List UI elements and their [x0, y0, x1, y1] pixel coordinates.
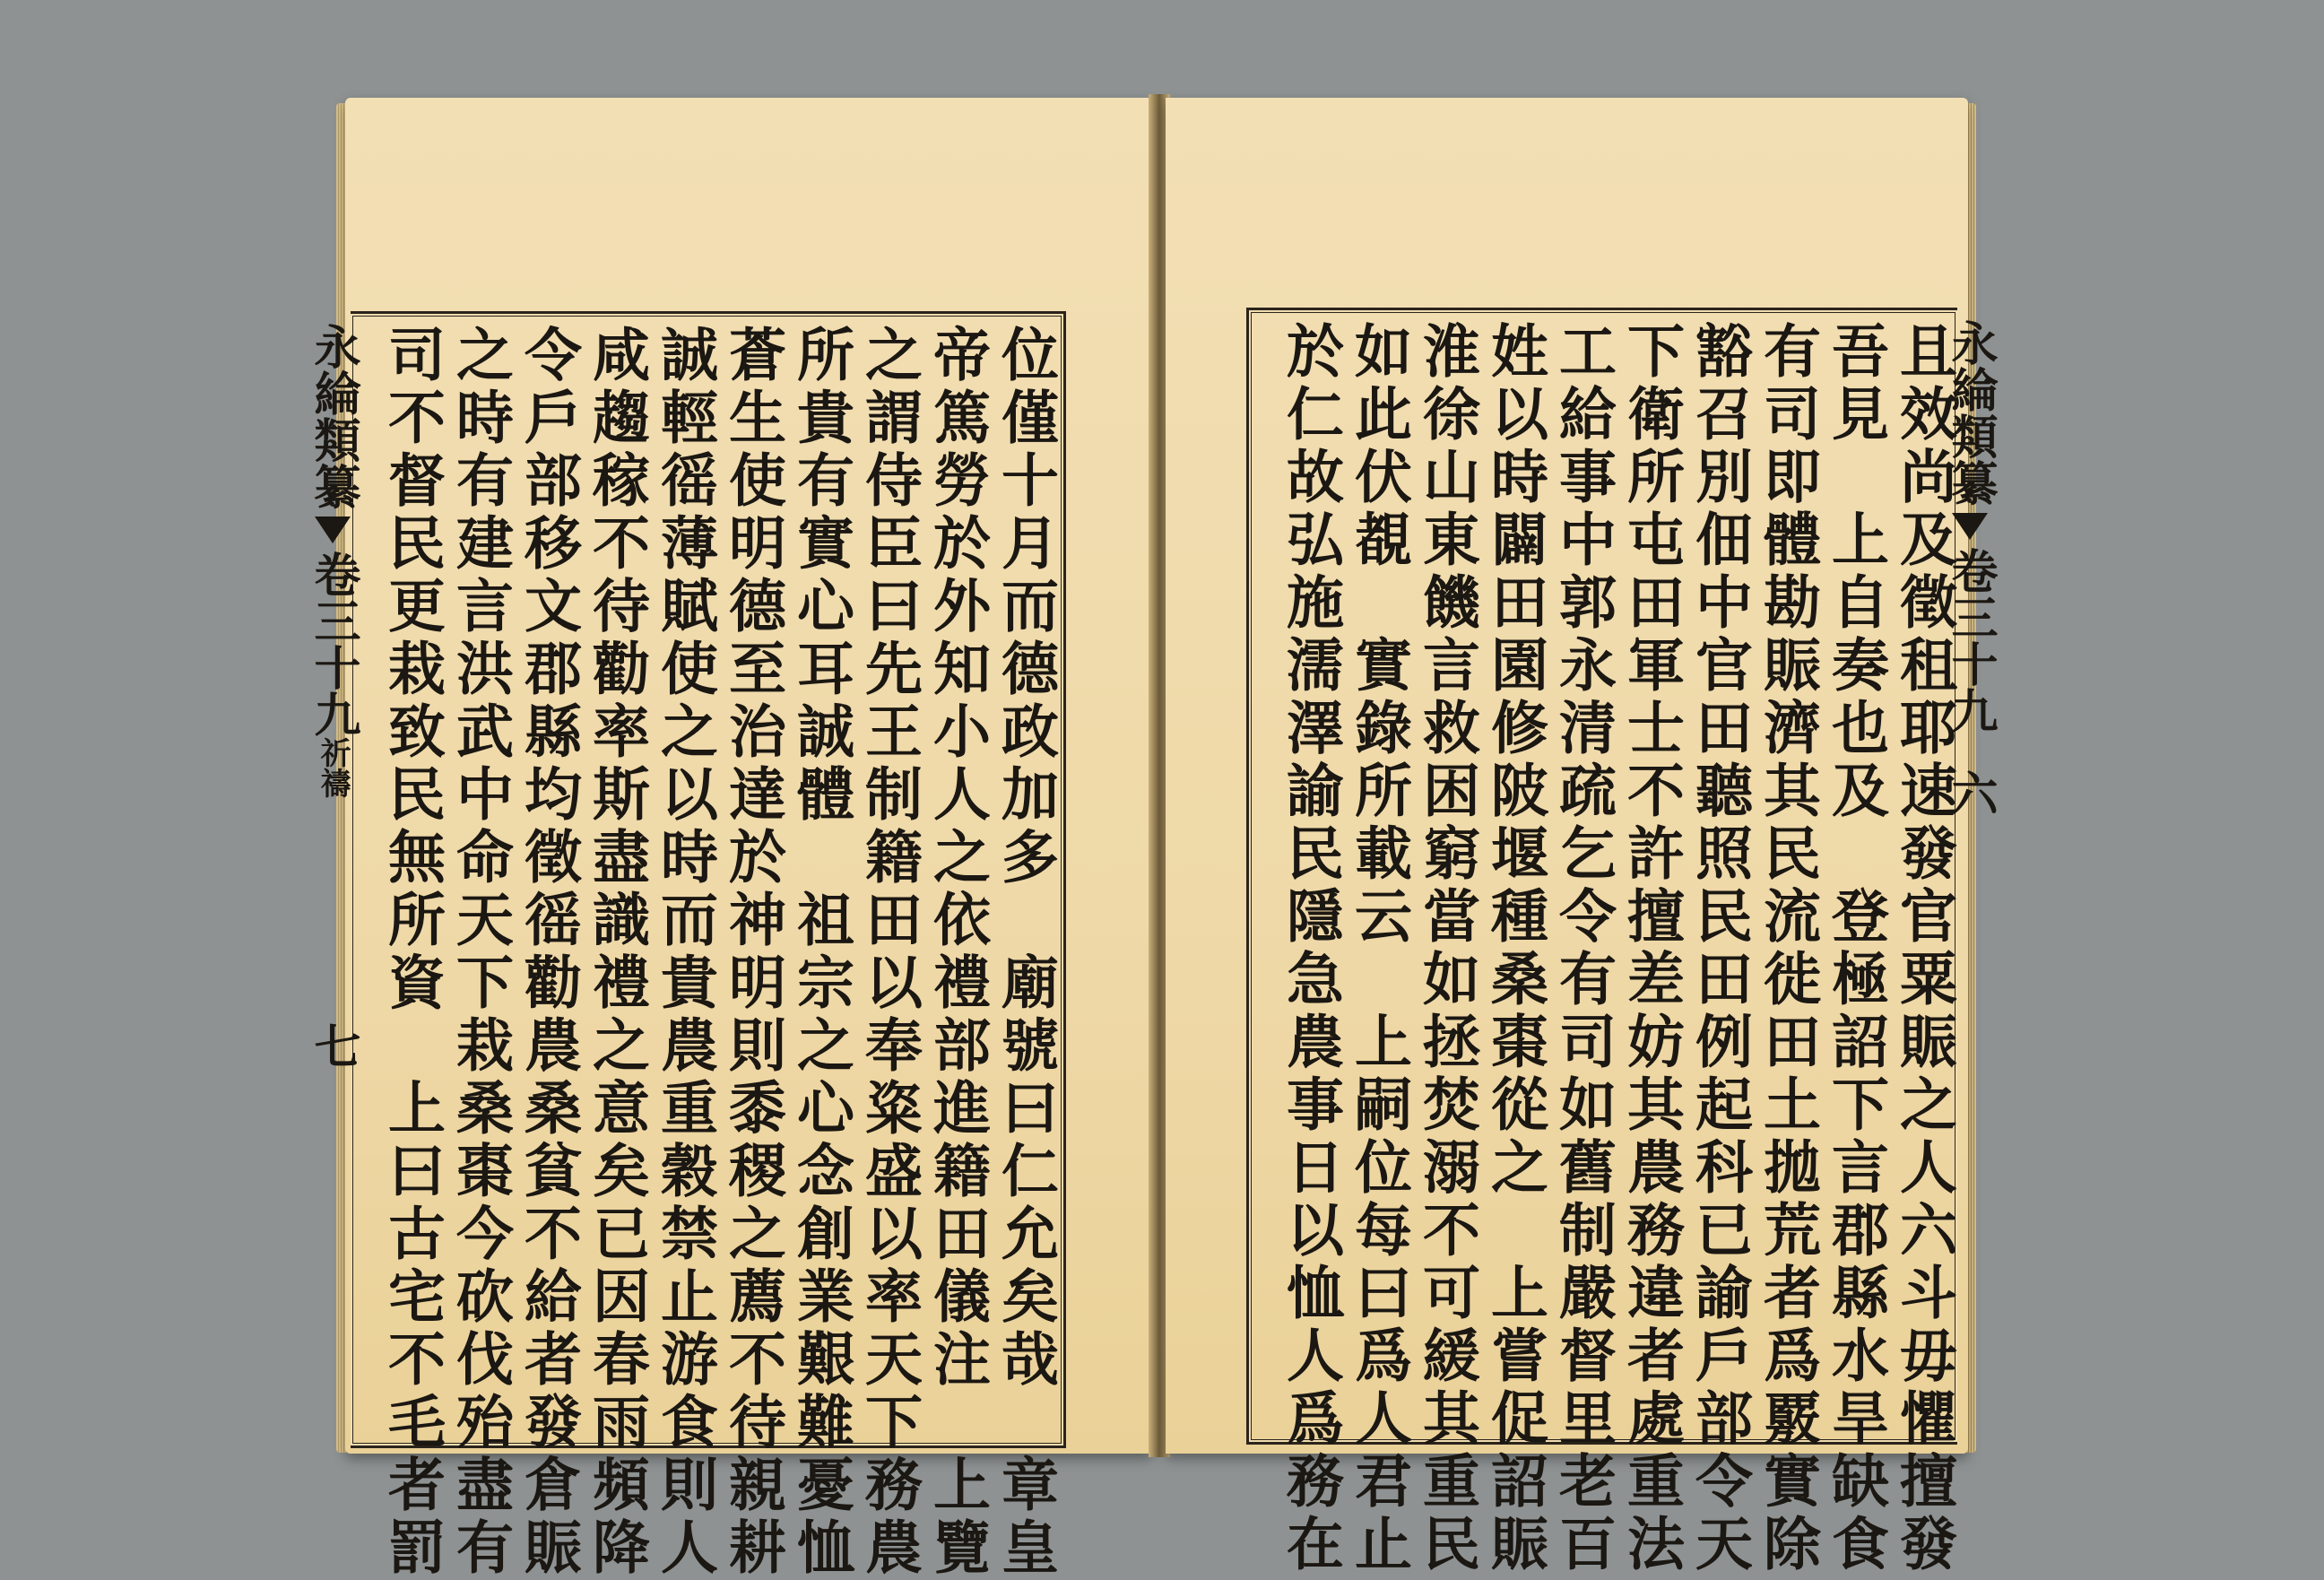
right-text-frame — [1246, 308, 1998, 1576]
fish-tail-mark — [1952, 513, 1988, 540]
margin-volume: 卷三十九 — [1943, 547, 1998, 734]
text-column: 工給事中郭永清疏乞令有司如舊制嚴督里老百 — [1549, 321, 1617, 1576]
text-column: 有司即體勘賑濟其民流徙田土拋荒者爲覈實除 — [1754, 321, 1821, 1576]
margin-title: 永綸類纂 — [306, 323, 360, 509]
text-column: 且效尚及徵租耶速發官粟賑之人六斗毋懼擅發 — [1890, 321, 1957, 1576]
text-column: 誠輕徭薄賦使之以時而貴農重穀禁止游食則人 — [651, 325, 718, 1580]
text-column: 司不督民更栽致民無所資 上曰古宅不毛者罰 — [378, 325, 446, 1580]
text-column: 於仁故弘施濡澤諭民隱急農事日以恤人爲務在 — [1277, 321, 1344, 1576]
text-column: 之時有建言洪武中命天下栽桑棗今砍伐殆盡有 — [447, 325, 514, 1580]
right-text-columns — [1258, 321, 1957, 1576]
text-column: 令戶部移文郡縣均徵徭勸農桑貧不給者發倉賑 — [515, 325, 582, 1580]
text-column: 咸趨稼不待勸率斯盡識禮之意矣已因春雨頻降 — [583, 325, 650, 1580]
margin-title: 永綸類纂 — [1943, 319, 1998, 506]
left-text-columns — [360, 325, 1059, 1580]
text-column: 帝篤勞於外知小人之依禮部進籍田儀注 上覽 — [924, 325, 991, 1580]
margin-volume: 卷三十九 — [306, 551, 360, 737]
left-text-frame — [306, 311, 1066, 1580]
text-column: 下衛所屯田軍士不許擅差妨其農務違者處重法 — [1617, 321, 1685, 1576]
text-column: 之謂侍臣曰先王制籍田以奉粢盛以率天下務農 — [855, 325, 923, 1580]
text-column: 如此伏覩 實錄所載云 上嗣位每曰爲人君止 — [1345, 321, 1412, 1576]
text-column: 蒼生使明德至治達於神明則黍稷之薦不待親耕 — [719, 325, 786, 1580]
margin-note: 祈禱 — [315, 737, 351, 798]
fish-tail-mark — [315, 517, 351, 543]
open-book — [306, 94, 1998, 1580]
text-column: 所貴有實心耳誠體 祖宗之心念創業艱難憂恤 — [787, 325, 854, 1580]
margin-page-number: 六 — [1943, 769, 1998, 816]
margin-page-number: 七 — [306, 1022, 360, 1069]
text-column: 姓以時闢田園修陂堰種桑棗從之 上嘗促詔賑 — [1481, 321, 1548, 1576]
text-column: 吾見 上自奏也及 登極詔下言郡縣水旱缺食 — [1822, 321, 1889, 1576]
left-page — [306, 98, 1152, 1580]
text-column: 淮徐山東饑言救困窮當如拯焚溺不可緩其重民 — [1413, 321, 1480, 1576]
text-column: 位僅十月而德政加多 廟號曰仁允矣哉 章皇 — [992, 325, 1059, 1580]
text-column: 豁召別佃中官田聽照民田例起科已諭戶部令天 — [1686, 321, 1753, 1576]
left-margin-column — [306, 323, 360, 1435]
